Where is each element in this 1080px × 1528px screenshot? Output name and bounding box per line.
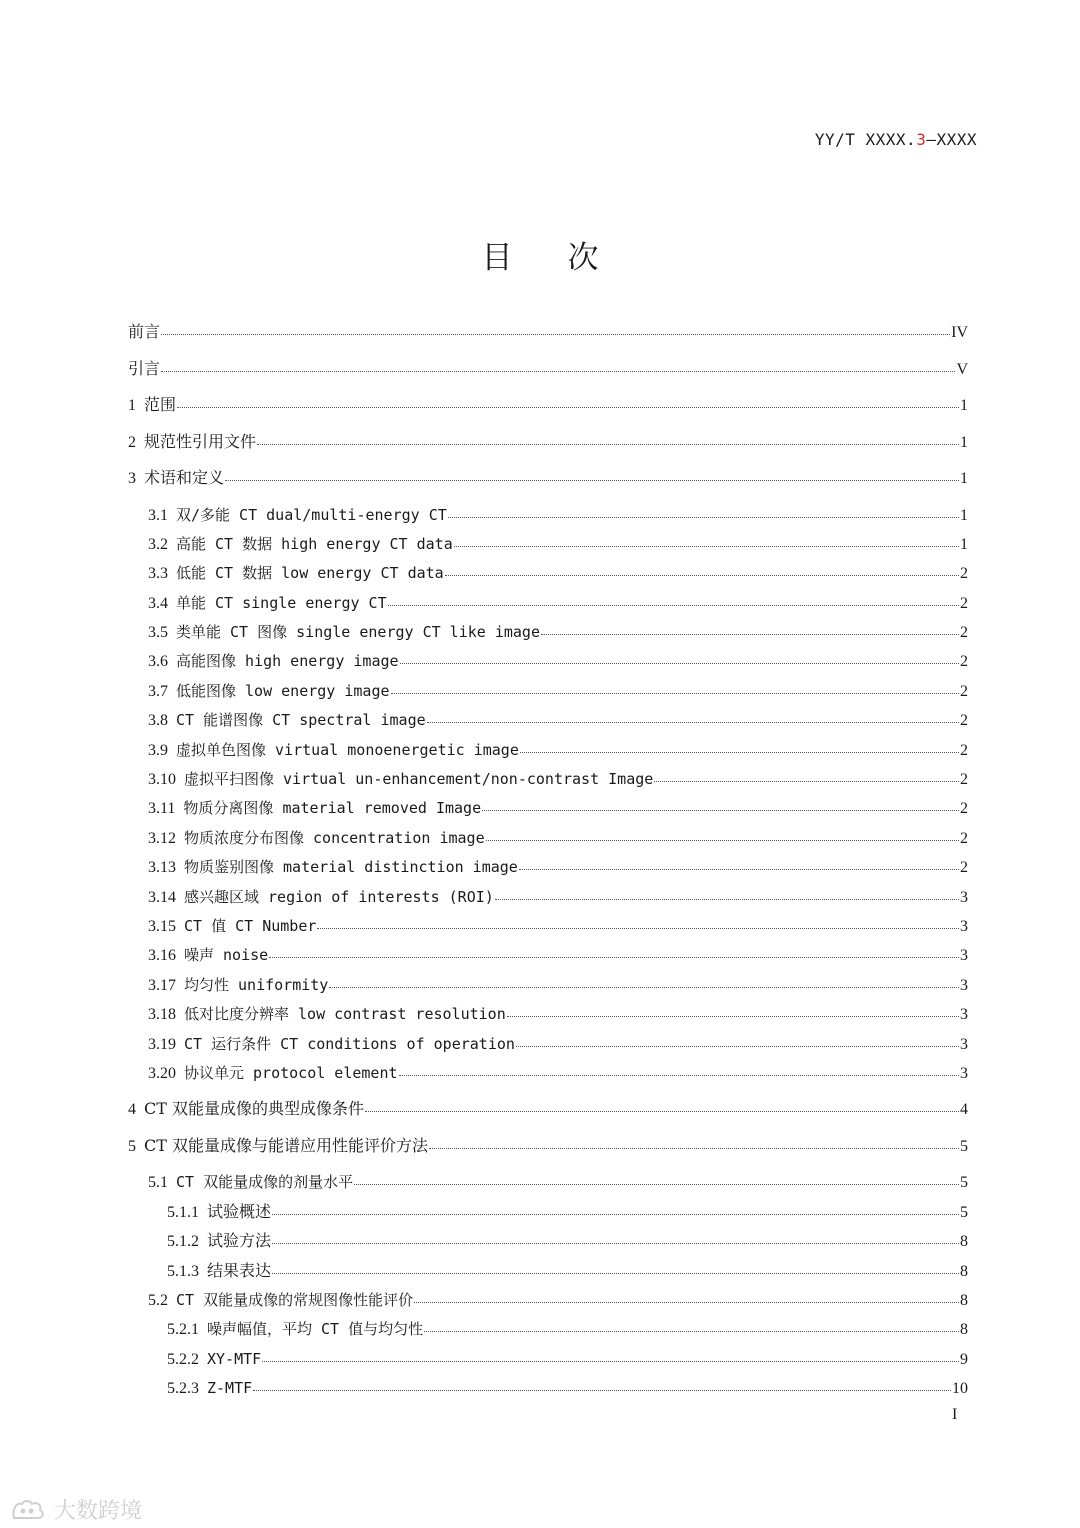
toc-entry-page: 5 <box>960 1174 968 1192</box>
toc-entry-text: CT 双能量成像的常规图像性能评价 <box>176 1290 414 1309</box>
toc-entry[interactable] <box>128 1378 968 1399</box>
toc-entry-number: 5.1.2 <box>167 1233 199 1251</box>
toc-leader-dots <box>495 899 959 900</box>
toc-leader-dots <box>427 722 959 723</box>
standard-code-suffix: —XXXX <box>926 130 977 149</box>
toc-entry-text: 范围 <box>144 395 177 414</box>
toc-entry-label <box>167 1349 261 1370</box>
toc-leader-dots <box>272 1243 959 1244</box>
toc-leader-dots <box>429 1148 959 1149</box>
toc-entry-label <box>148 798 481 819</box>
toc-entry-page: 3 <box>960 1006 968 1024</box>
toc-entry-page: 2 <box>960 859 968 877</box>
toc-leader-dots <box>541 634 959 635</box>
toc-entry[interactable] <box>128 1136 968 1157</box>
watermark <box>10 1494 142 1525</box>
toc-leader-dots <box>272 1214 959 1215</box>
toc-entry-label <box>167 1202 271 1223</box>
toc-entry-number: 5.2.3 <box>167 1380 199 1398</box>
toc-entry[interactable] <box>128 916 968 937</box>
toc-entry[interactable] <box>128 593 968 614</box>
toc-entry-text: 试验方法 <box>207 1231 272 1251</box>
toc-entry-number: 3.5 <box>148 624 168 642</box>
toc-entry-text: 协议单元 protocol element <box>184 1063 398 1082</box>
toc-entry-page: 2 <box>960 829 968 847</box>
toc-entry-text: 噪声幅值，平均 CT 值与均匀性 <box>207 1320 424 1339</box>
toc-entry[interactable] <box>128 468 968 489</box>
toc-entry-page: 8 <box>960 1291 968 1309</box>
toc-entry-label <box>128 468 224 489</box>
toc-entry-page: 10 <box>952 1380 968 1398</box>
toc-leader-dots <box>388 605 959 606</box>
toc-entry-number: 3.14 <box>148 888 176 906</box>
toc-entry[interactable] <box>128 432 968 453</box>
toc-entry-page: 3 <box>960 1035 968 1053</box>
toc-leader-dots <box>424 1331 959 1332</box>
toc-entry-label <box>128 322 160 342</box>
toc-leader-dots <box>520 752 959 753</box>
toc-entry[interactable] <box>128 322 968 343</box>
toc-entry-number: 3.20 <box>148 1064 176 1082</box>
toc-entry-number: 1 <box>128 397 136 414</box>
toc-entry-number: 4 <box>128 1101 136 1119</box>
toc-entry-label <box>128 395 176 416</box>
toc-entry-label <box>148 710 426 731</box>
toc-entry-label <box>148 740 519 761</box>
toc-entry-label <box>148 563 444 584</box>
toc-entry-label <box>148 857 518 878</box>
toc-entry-page: 1 <box>960 470 968 487</box>
toc-entry[interactable] <box>128 1290 968 1311</box>
toc-leader-dots <box>445 575 959 576</box>
toc-entry-page: 2 <box>960 653 968 671</box>
toc-entry-number: 3.3 <box>148 565 168 583</box>
toc-entry-label <box>148 622 540 643</box>
toc-entry-label <box>148 945 268 966</box>
toc-entry-label <box>167 1261 271 1282</box>
toc-entry-text: 物质浓度分布图像 concentration image <box>184 828 485 847</box>
toc-entry-label <box>128 432 256 453</box>
toc-entry-number: 3.11 <box>148 800 176 818</box>
toc-entry-number: 3.18 <box>148 1006 176 1024</box>
toc-entry-text: 物质分离图像 material removed Image <box>183 799 482 818</box>
toc-entry[interactable] <box>128 1319 968 1340</box>
toc-entry-text: 规范性引用文件 <box>144 431 257 451</box>
toc-entry-page: 3 <box>960 888 968 906</box>
toc-entry-label <box>148 681 390 702</box>
toc-entry-number: 3.6 <box>148 653 168 671</box>
toc-leader-dots <box>317 928 959 929</box>
toc-entry[interactable] <box>128 651 968 672</box>
toc-entry-page: 3 <box>960 947 968 965</box>
toc-entry[interactable] <box>128 975 968 996</box>
standard-code-prefix: YY/T XXXX. <box>814 130 917 149</box>
toc-leader-dots <box>391 693 959 694</box>
toc-entry[interactable] <box>128 798 968 819</box>
toc-entry-number: 5.1 <box>148 1174 168 1192</box>
toc-entry-text: 均匀性 uniformity <box>184 975 329 994</box>
toc-leader-dots <box>399 1075 959 1076</box>
toc-leader-dots <box>269 957 959 958</box>
toc-leader-dots <box>400 663 959 664</box>
toc-entry-number: 2 <box>128 433 136 451</box>
toc-entry[interactable] <box>128 887 968 908</box>
toc-entry[interactable] <box>128 359 968 380</box>
toc-entry[interactable] <box>128 769 968 790</box>
toc-entry-page: 4 <box>960 1101 968 1119</box>
toc-entry-page: 9 <box>960 1350 968 1368</box>
toc-entry-page: 2 <box>960 624 968 642</box>
toc-entry-label <box>148 769 653 790</box>
toc-entry-label <box>167 1378 252 1399</box>
toc-entry-number: 5.2.2 <box>167 1350 199 1368</box>
toc-entry-number: 5 <box>128 1137 136 1155</box>
toc-entry-label <box>148 828 485 849</box>
toc-entry-text: 感兴趣区域 region of interests (ROI) <box>184 887 494 906</box>
toc-entry-page: 2 <box>960 800 968 818</box>
toc-entry-text: 物质鉴别图像 material distinction image <box>184 858 518 877</box>
toc-entry-page: 8 <box>960 1262 968 1280</box>
toc-entry-number: 5.1.1 <box>167 1203 199 1221</box>
toc-entry-number: 3.4 <box>148 594 168 612</box>
toc-entry-label <box>148 975 328 996</box>
toc-entry[interactable] <box>128 563 968 584</box>
toc-entry-text: 虚拟平扫图像 virtual un-enhancement/non-contrast Image <box>184 770 654 789</box>
toc-entry[interactable] <box>128 828 968 849</box>
toc-entry-page: 8 <box>960 1233 968 1251</box>
toc-entry[interactable] <box>128 681 968 702</box>
toc-entry-label <box>148 1172 353 1193</box>
toc-entry-page: 1 <box>960 506 968 524</box>
toc-leader-dots <box>257 444 959 445</box>
toc-entry-page: 3 <box>960 1064 968 1082</box>
toc-entry-number: 3.10 <box>148 771 176 789</box>
toc-entry-label <box>148 1063 398 1084</box>
toc-entry-label <box>148 534 453 555</box>
toc-entry[interactable] <box>128 1349 968 1370</box>
toc-entry-page: 1 <box>960 433 968 451</box>
toc-entry-label <box>148 593 387 614</box>
toc-entry-number: 5.1.3 <box>167 1262 199 1280</box>
toc-leader-dots <box>507 1016 959 1017</box>
toc-entry-text: CT 能谱图像 CT spectral image <box>176 711 426 730</box>
toc-entry-page: 2 <box>960 741 968 759</box>
toc-leader-dots <box>161 334 950 335</box>
toc-entry-label <box>167 1231 271 1252</box>
toc-entry-page: 8 <box>960 1321 968 1339</box>
toc-entry-page: IV <box>951 324 968 341</box>
toc-leader-dots <box>262 1361 959 1362</box>
toc-entry-number: 3.17 <box>148 976 176 994</box>
toc-entry-text: CT 运行条件 CT conditions of operation <box>184 1034 515 1053</box>
toc-entry-number: 3.1 <box>148 506 168 524</box>
toc-leader-dots <box>354 1184 959 1185</box>
toc-leader-dots <box>161 371 955 372</box>
toc-entry-label <box>128 1099 364 1120</box>
table-of-contents <box>128 322 968 1399</box>
toc-entry-number: 3.19 <box>148 1035 176 1053</box>
toc-entry-text: 低能图像 low energy image <box>176 681 390 700</box>
toc-entry-page: 2 <box>960 594 968 612</box>
toc-entry-text: 低能 CT 数据 low energy CT data <box>176 564 444 583</box>
standard-code <box>815 130 977 149</box>
toc-entry-page: 2 <box>960 712 968 730</box>
toc-entry-text: 前言 <box>128 322 161 341</box>
toc-entry-label <box>148 1004 506 1025</box>
toc-entry-text: 引言 <box>128 358 161 378</box>
toc-entry[interactable] <box>128 622 968 643</box>
toc-entry-text: 类单能 CT 图像 single energy CT like image <box>176 623 540 642</box>
toc-leader-dots <box>454 546 959 547</box>
toc-entry-text: 虚拟单色图像 virtual monoenergetic image <box>176 740 519 759</box>
toc-entry[interactable] <box>128 857 968 878</box>
toc-entry-page: 3 <box>960 976 968 994</box>
toc-entry-text: 双/多能 CT dual/multi-energy CT <box>176 505 447 524</box>
toc-entry-text: CT 双能量成像与能谱应用性能评价方法 <box>144 1135 429 1155</box>
toc-entry-label <box>148 505 447 526</box>
toc-leader-dots <box>448 517 959 518</box>
toc-entry[interactable] <box>128 1202 968 1223</box>
toc-entry-label <box>128 1136 428 1157</box>
toc-entry-text: 高能 CT 数据 high energy CT data <box>176 534 453 553</box>
toc-entry-number: 3.2 <box>148 535 168 553</box>
standard-code-part: 3 <box>916 130 927 149</box>
watermark-logo-icon <box>10 1498 48 1522</box>
toc-leader-dots <box>253 1390 951 1391</box>
toc-entry-text: Z-MTF <box>207 1379 253 1398</box>
toc-entry[interactable] <box>128 505 968 526</box>
toc-entry-number: 3.13 <box>148 859 176 877</box>
toc-entry-label <box>148 1290 413 1311</box>
toc-entry-page: 3 <box>960 917 968 935</box>
toc-entry-number: 3.8 <box>148 712 168 730</box>
toc-entry-page: 1 <box>960 397 968 414</box>
toc-entry-page: 5 <box>960 1137 968 1155</box>
toc-entry-number: 3.7 <box>148 682 168 700</box>
toc-entry[interactable] <box>128 1231 968 1252</box>
toc-entry-page: 1 <box>960 535 968 553</box>
toc-leader-dots <box>272 1273 959 1274</box>
toc-entry[interactable] <box>128 1099 968 1120</box>
toc-entry[interactable] <box>128 945 968 966</box>
toc-entry[interactable] <box>128 710 968 731</box>
toc-leader-dots <box>486 840 959 841</box>
toc-entry-number: 5.2.1 <box>167 1321 199 1339</box>
toc-entry-label <box>148 651 399 672</box>
toc-entry-text: 结果表达 <box>207 1260 272 1280</box>
toc-entry[interactable] <box>128 1063 968 1084</box>
toc-entry[interactable] <box>128 395 968 416</box>
page-title: 目次 <box>481 240 654 276</box>
toc-entry-page: 2 <box>960 682 968 700</box>
toc-entry-page: 5 <box>960 1203 968 1221</box>
toc-leader-dots <box>516 1046 959 1047</box>
toc-leader-dots <box>414 1302 959 1303</box>
toc-entry-text: 低对比度分辨率 low contrast resolution <box>184 1005 506 1024</box>
toc-entry-text: 噪声 noise <box>184 946 269 965</box>
toc-entry-number: 3.15 <box>148 917 176 935</box>
toc-entry-label <box>128 359 160 379</box>
toc-entry-text: CT 双能量成像的典型成像条件 <box>144 1099 365 1119</box>
toc-entry-text: CT 双能量成像的剂量水平 <box>176 1173 354 1192</box>
toc-entry-label <box>148 887 494 908</box>
toc-entry[interactable] <box>128 1261 968 1282</box>
toc-entry-number: 3.12 <box>148 829 176 847</box>
toc-leader-dots <box>329 987 959 988</box>
toc-leader-dots <box>225 480 959 481</box>
toc-entry-label <box>167 1319 423 1340</box>
toc-entry-label <box>148 916 316 937</box>
toc-entry-label <box>148 1034 515 1055</box>
toc-entry[interactable] <box>128 1172 968 1193</box>
toc-leader-dots <box>654 781 959 782</box>
toc-leader-dots <box>482 810 959 811</box>
toc-leader-dots <box>365 1111 959 1112</box>
toc-entry-text: 试验概述 <box>207 1201 272 1221</box>
toc-leader-dots <box>519 869 959 870</box>
toc-entry[interactable] <box>128 534 968 555</box>
watermark-text: 大数跨境 <box>54 1499 143 1524</box>
toc-entry-number: 5.2 <box>148 1291 168 1309</box>
toc-entry-number: 3.16 <box>148 947 176 965</box>
toc-entry-text: XY-MTF <box>207 1349 262 1368</box>
toc-entry-number: 3 <box>128 470 136 487</box>
toc-entry-page: V <box>956 360 968 378</box>
toc-entry-text: 单能 CT single energy CT <box>176 593 387 612</box>
toc-entry-number: 3.9 <box>148 741 168 759</box>
toc-entry-text: CT 值 CT Number <box>184 916 317 935</box>
toc-entry-text: 高能图像 high energy image <box>176 652 399 671</box>
toc-entry-text: 术语和定义 <box>144 468 225 487</box>
toc-leader-dots <box>177 407 959 408</box>
toc-entry[interactable] <box>128 740 968 761</box>
toc-entry-page: 2 <box>960 771 968 789</box>
toc-entry[interactable] <box>128 1004 968 1025</box>
toc-entry[interactable] <box>128 1034 968 1055</box>
page-number: I <box>952 1406 958 1423</box>
toc-entry-page: 2 <box>960 565 968 583</box>
